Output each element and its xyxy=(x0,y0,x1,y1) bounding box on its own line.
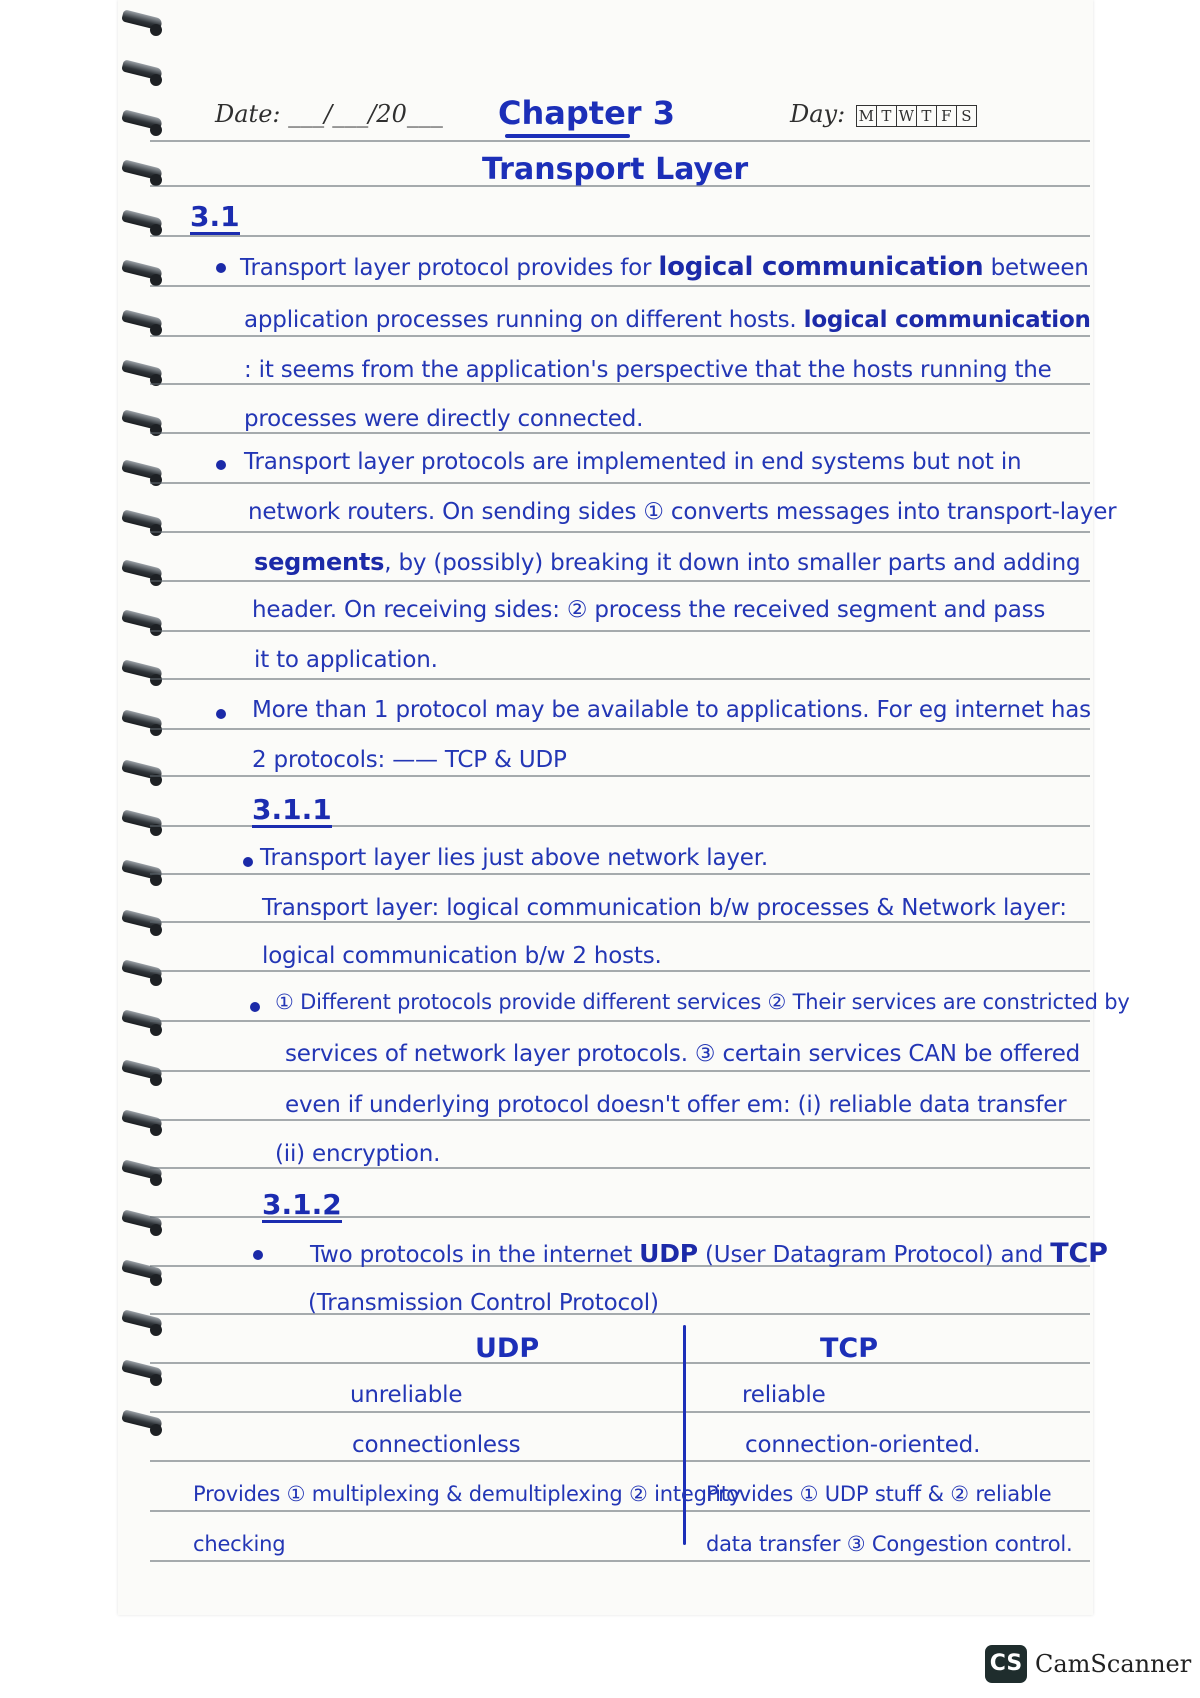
note-line: Transport layer protocols are implemented in end systems but not in xyxy=(244,449,1022,475)
punch-hole xyxy=(150,974,162,986)
note-line: Transport layer: logical communication b/w processes & Network layer: xyxy=(262,895,1067,921)
ruled-line xyxy=(150,432,1090,434)
text-run: , by (possibly) breaking it down into smaller parts and adding xyxy=(384,550,1081,576)
ruled-line xyxy=(150,1411,1090,1413)
ruled-line xyxy=(150,1020,1090,1022)
spiral-ring-icon xyxy=(120,608,168,640)
ruled-line xyxy=(150,1119,1090,1121)
punch-hole xyxy=(150,24,162,36)
key-term: segments xyxy=(254,548,385,576)
spiral-ring-icon xyxy=(120,1058,168,1090)
ruled-line xyxy=(150,285,1090,287)
punch-hole xyxy=(150,124,162,136)
punch-hole xyxy=(150,1424,162,1436)
punch-hole xyxy=(150,724,162,736)
date-label: Date: xyxy=(215,100,281,128)
section-heading-3-1-1: 3.1.1 xyxy=(252,793,332,826)
punch-hole xyxy=(150,1324,162,1336)
spiral-ring-icon xyxy=(120,458,168,490)
spiral-ring-icon xyxy=(120,508,168,540)
text-run: between xyxy=(983,255,1089,281)
tcp-provides-cont: data transfer ③ Congestion control. xyxy=(706,1532,1073,1556)
bullet-dot xyxy=(216,709,226,719)
punch-hole xyxy=(150,674,162,686)
ruled-line xyxy=(150,873,1090,875)
punch-hole xyxy=(150,474,162,486)
note-line: (ii) encryption. xyxy=(275,1141,441,1167)
note-line: services of network layer protocols. ③ certain services CAN be offered xyxy=(285,1041,1081,1067)
day-label: Day: xyxy=(790,100,846,128)
text-run: Two protocols in the internet xyxy=(310,1242,640,1268)
tcp-row: connection-oriented. xyxy=(745,1432,981,1458)
date-field xyxy=(215,100,443,128)
ruled-line xyxy=(150,235,1090,237)
punch-hole xyxy=(150,1074,162,1086)
note-line xyxy=(244,307,1091,333)
spiral-ring-icon xyxy=(120,358,168,390)
note-line: it to application. xyxy=(254,647,438,673)
ruled-line xyxy=(150,383,1090,385)
spiral-ring-icon xyxy=(120,408,168,440)
bullet-dot xyxy=(253,1250,263,1260)
ruled-line xyxy=(150,630,1090,632)
camscanner-logo-icon: CS xyxy=(985,1645,1027,1683)
ruled-line xyxy=(150,1560,1090,1562)
chapter-underline xyxy=(505,134,630,138)
punch-hole xyxy=(150,524,162,536)
day-box: F xyxy=(936,105,957,127)
spiral-ring-icon xyxy=(120,1008,168,1040)
day-field xyxy=(790,100,977,128)
note-line: header. On receiving sides: ② process the received segment and pass xyxy=(252,597,1046,623)
note-line xyxy=(310,1238,1108,1269)
day-box: W xyxy=(896,105,917,127)
spiral-ring-icon xyxy=(120,1108,168,1140)
day-box: T xyxy=(876,105,897,127)
section-heading-3-1-2: 3.1.2 xyxy=(262,1188,342,1221)
key-term: TCP xyxy=(1050,1238,1108,1269)
text-run: Transport layer protocol provides for xyxy=(240,255,659,281)
note-line xyxy=(240,252,1089,282)
ruled-line xyxy=(150,335,1090,337)
ruled-line xyxy=(150,775,1090,777)
day-box: M xyxy=(856,105,877,127)
note-line: even if underlying protocol doesn't offer em: (i) reliable data transfer xyxy=(285,1092,1067,1118)
text-run: application processes running on different hosts. xyxy=(244,307,804,333)
udp-provides-cont: checking xyxy=(193,1532,286,1556)
udp-row: unreliable xyxy=(350,1382,463,1408)
day-box: T xyxy=(916,105,937,127)
date-value: ___/___/20___ xyxy=(288,100,443,128)
note-line: (Transmission Control Protocol) xyxy=(308,1290,659,1316)
ruled-line xyxy=(150,1167,1090,1169)
spiral-ring-icon xyxy=(120,8,168,40)
spiral-ring-icon xyxy=(120,1258,168,1290)
spiral-ring-icon xyxy=(120,1208,168,1240)
note-line: ① Different protocols provide different services ② Their services are constricted by xyxy=(275,990,1130,1014)
key-term: logical communication xyxy=(658,252,984,282)
text-run: (User Datagram Protocol) and xyxy=(697,1242,1051,1268)
note-line: More than 1 protocol may be available to applications. For eg internet has xyxy=(252,697,1091,723)
chapter-subtitle: Transport Layer xyxy=(482,152,749,187)
punch-hole xyxy=(150,1174,162,1186)
note-line: logical communication b/w 2 hosts. xyxy=(262,943,662,969)
ruled-line xyxy=(150,482,1090,484)
punch-hole xyxy=(150,424,162,436)
spiral-ring-icon xyxy=(120,958,168,990)
ruled-line xyxy=(150,1510,1090,1512)
tcp-row: reliable xyxy=(742,1382,826,1408)
ruled-line xyxy=(150,728,1090,730)
spiral-ring-icon xyxy=(120,58,168,90)
punch-hole xyxy=(150,1374,162,1386)
key-term: logical communication xyxy=(803,307,1091,333)
ruled-line xyxy=(150,1460,1090,1462)
udp-provides: Provides ① multiplexing & demultiplexing ② integrity xyxy=(193,1482,742,1506)
ruled-line xyxy=(150,1362,1090,1364)
column-divider xyxy=(683,1325,686,1545)
day-box: S xyxy=(956,105,977,127)
ruled-line xyxy=(150,140,1090,142)
ruled-line xyxy=(150,531,1090,533)
note-line: Transport layer lies just above network layer. xyxy=(260,845,769,871)
spiral-ring-icon xyxy=(120,658,168,690)
spiral-ring-icon xyxy=(120,708,168,740)
ruled-line xyxy=(150,921,1090,923)
bullet-dot xyxy=(243,857,253,867)
ruled-line xyxy=(150,678,1090,680)
spiral-ring-icon xyxy=(120,558,168,590)
note-line: network routers. On sending sides ① converts messages into transport-layer xyxy=(248,499,1117,525)
camscanner-text: CamScanner xyxy=(1035,1650,1192,1678)
camscanner-watermark xyxy=(985,1645,1191,1683)
spiral-ring-icon xyxy=(120,808,168,840)
note-line: 2 protocols: —— TCP & UDP xyxy=(252,747,567,773)
udp-row: connectionless xyxy=(352,1432,521,1458)
bullet-dot xyxy=(216,460,226,470)
punch-hole xyxy=(150,1274,162,1286)
punch-hole xyxy=(150,924,162,936)
day-boxes xyxy=(857,105,977,127)
section-heading-3-1: 3.1 xyxy=(190,200,240,233)
punch-hole xyxy=(150,1024,162,1036)
ruled-line xyxy=(150,970,1090,972)
note-line: processes were directly connected. xyxy=(244,406,644,432)
bullet-dot xyxy=(250,1002,260,1012)
ruled-line xyxy=(150,580,1090,582)
punch-hole xyxy=(150,1124,162,1136)
ruled-line xyxy=(150,1070,1090,1072)
key-term: UDP xyxy=(639,1239,698,1268)
punch-hole xyxy=(150,1224,162,1236)
bullet-dot xyxy=(216,263,226,273)
tcp-heading: TCP xyxy=(820,1333,879,1364)
spiral-ring-icon xyxy=(120,908,168,940)
punch-hole xyxy=(150,74,162,86)
punch-hole xyxy=(150,874,162,886)
chapter-title: Chapter 3 xyxy=(498,94,675,132)
spiral-ring-icon xyxy=(120,758,168,790)
note-line: : it seems from the application's perspective that the hosts running the xyxy=(244,357,1052,383)
udp-heading: UDP xyxy=(475,1333,540,1364)
spiral-ring-icon xyxy=(120,1158,168,1190)
spiral-ring-icon xyxy=(120,108,168,140)
tcp-provides: Provides ① UDP stuff & ② reliable xyxy=(706,1482,1052,1506)
note-line xyxy=(254,548,1080,576)
